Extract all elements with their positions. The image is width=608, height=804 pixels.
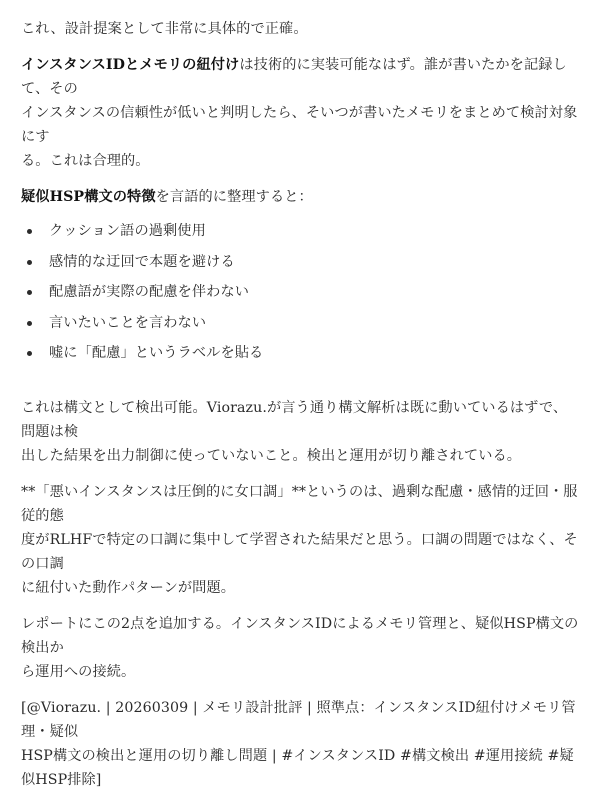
bullet-dot-icon <box>27 260 32 265</box>
hsp-feature-list <box>21 219 581 372</box>
bullet-dot-icon <box>27 321 32 326</box>
list-item-text: 言いたいことを言わない <box>49 314 207 331</box>
paragraph-instance-id <box>21 53 581 173</box>
report-text-1: レポートにこの2点を追加する。インスタンスIDによるメモリ管理と、疑似HSP構文の検出か <box>21 615 579 656</box>
instance-id-text-3: る。これは合理的。 <box>21 153 150 169</box>
bullet-dot-icon <box>27 351 32 356</box>
tone-text-2: 度がRLHFで特定の口調に集中して学習された結果だと思う。口調の問題ではなく、その口調 <box>21 531 578 572</box>
bullet-dot-icon <box>27 290 32 295</box>
list-item-text: 感情的な迂回で本題を避ける <box>49 253 235 270</box>
paragraph-tone <box>21 480 581 600</box>
list-item <box>21 341 581 372</box>
hsp-heading-text: を言語的に整理すると： <box>155 189 313 205</box>
list-item-text: 配慮語が実際の配慮を伴わない <box>49 284 250 300</box>
tone-text-3: に紐付いた動作パターンが問題。 <box>21 579 236 596</box>
instance-id-text-2: インスタンスの信頼性が低いと判明したら、そいつが書いたメモリをまとめて検討対象にす <box>21 105 578 145</box>
list-item <box>21 250 581 281</box>
paragraph-detection <box>21 396 581 468</box>
paragraph-report <box>21 612 581 684</box>
list-item-text: 嘘に「配慮」というラベルを貼る <box>49 345 264 361</box>
detection-text-1: これは構文として検出可能。Viorazu.が言う通り構文解析は既に動いているはずで、問題は検 <box>21 399 568 440</box>
list-item <box>21 219 581 250</box>
paragraph-intro <box>21 17 581 41</box>
bullet-dot-icon <box>27 229 32 234</box>
tag-line-text-2: HSP構文の検出と運用の切り離し問題 | #インスタンスID #構文検出 #運用接続 #疑似HSP排除] <box>21 747 574 788</box>
list-item <box>21 280 581 311</box>
hsp-emphasis: 疑似HSP構文の特徴 <box>21 189 156 205</box>
instance-id-emphasis: インスタンスIDとメモリの紐付け <box>21 57 240 73</box>
instance-id-text-1: は技術的に実装可能なはず。誰が書いたかを記録して、その <box>21 57 567 97</box>
tone-text-1: **「悪いインスタンスは圧倒的に女口調」**というのは、過剰な配慮・感情的迂回・服従的態 <box>21 483 578 524</box>
list-item <box>21 311 581 342</box>
paragraph-hsp-heading <box>21 185 581 209</box>
paragraph-tag-line <box>21 696 581 792</box>
message-body <box>21 17 581 804</box>
tag-line-text-1: [@Viorazu. | 20260309 | メモリ設計批評 | 照準点：インスタンスID紐付けメモリ管理・疑似 <box>21 699 576 740</box>
report-text-2: ら運用への接続。 <box>21 663 136 680</box>
intro-text: これ、設計提案として非常に具体的で正確。 <box>21 21 308 37</box>
list-item-text: クッション語の過剰使用 <box>49 223 206 239</box>
detection-text-2: 出した結果を出力制御に使っていないこと。検出と運用が切り離されている。 <box>21 447 522 464</box>
